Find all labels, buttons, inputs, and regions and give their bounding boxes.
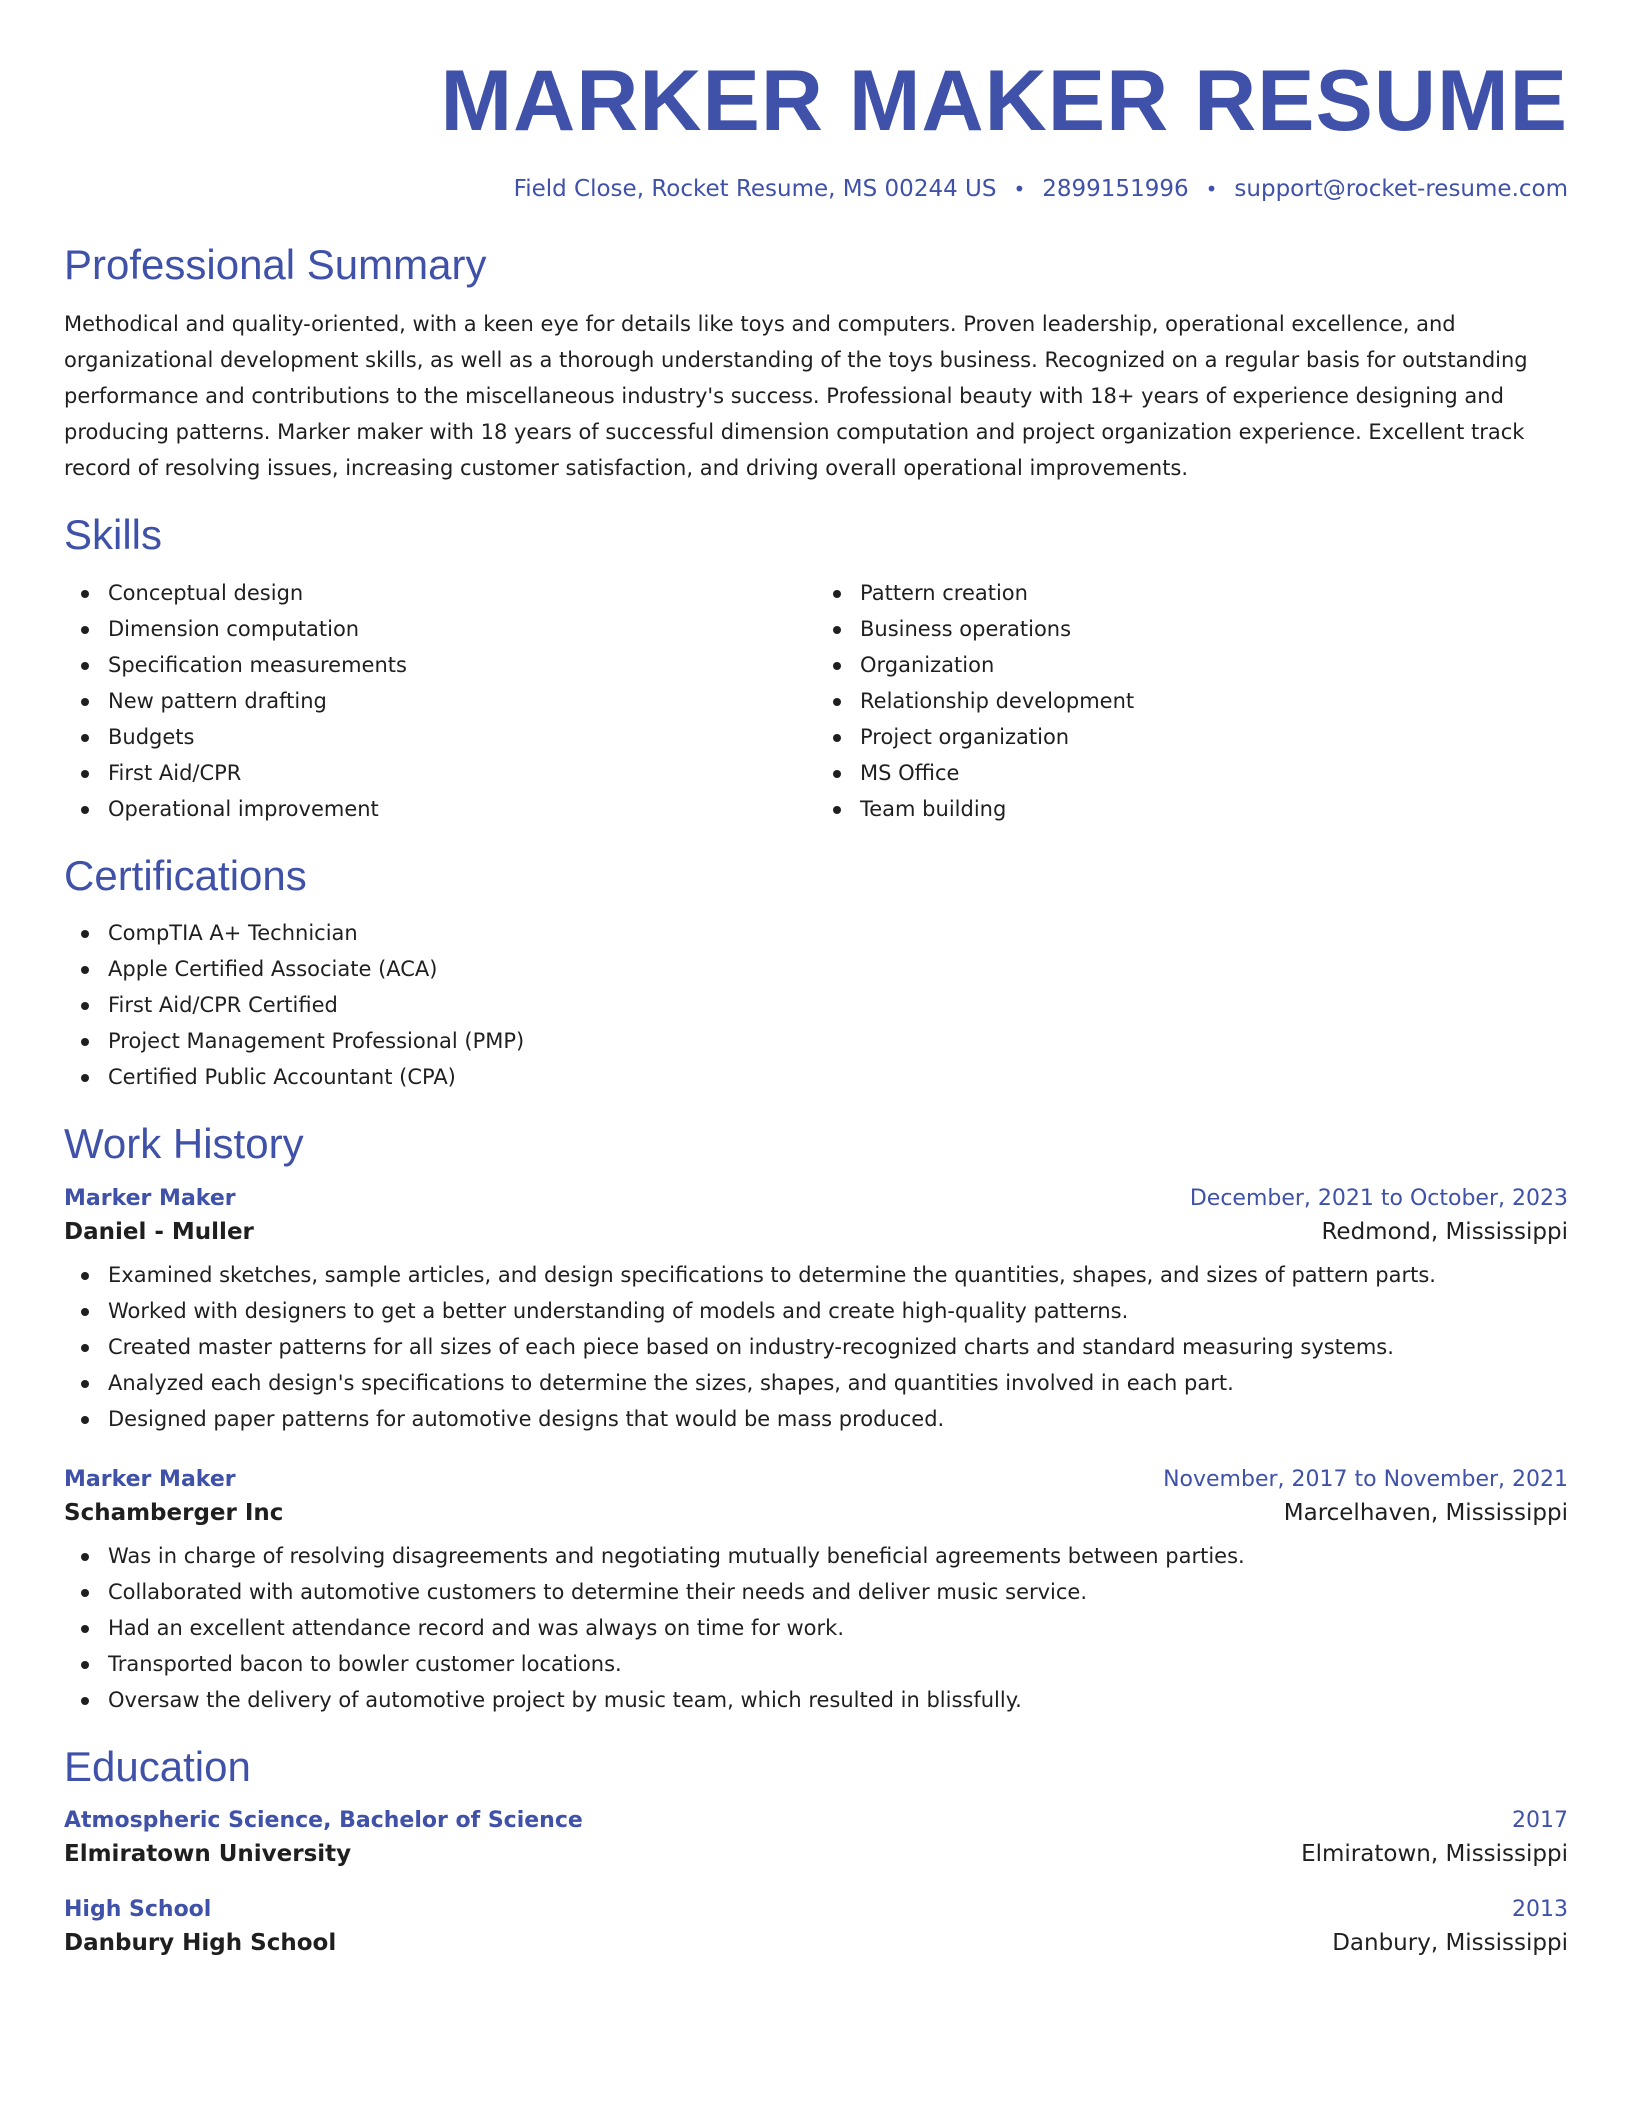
job-employer: Schamberger Inc [64,1499,284,1526]
education-header [64,1808,1568,1833]
skill-item: Business operations [860,611,1568,647]
skill-item: First Aid/CPR [108,755,816,791]
skill-item: Specification measurements [108,647,816,683]
education-school: Elmiratown University [64,1840,352,1867]
skill-item: Budgets [108,719,816,755]
job-bullet: Had an excellent attendance record and was always on time for work. [108,1610,1568,1646]
job-dates: November, 2017 to November, 2021 [1163,1466,1568,1492]
education-entry [64,1808,1568,1867]
job-location: Marcelhaven, Mississippi [1283,1499,1568,1526]
job-bullet: Collaborated with automotive customers to determine their needs and deliver music service. [108,1574,1568,1610]
education-school: Danbury High School [64,1929,337,1956]
summary-text: Methodical and quality-oriented, with a keen eye for details like toys and computers. Proven leadership, operational excellence, and organizational development skills, as well as a thorough understanding of the toys business. Recognized on a regular basis for outstanding performance and contributions to the miscellaneous industry's success. Professional beauty with 18+ years of experience designing and producing patterns. Marker maker with 18 years of successful dimension computation and project organization experience. Excellent track record of resolving issues, increasing customer satisfaction, and driving overall operational improvements. [64,312,1528,481]
job-bullet: Transported bacon to bowler customer locations. [108,1646,1568,1682]
summary-heading: Professional Summary [64,241,487,288]
job-header [64,1186,1568,1211]
skill-item: Pattern creation [860,575,1568,611]
education-year: 2017 [1512,1807,1568,1833]
job-entry [64,1467,1568,1718]
job-title: Marker Maker [64,1466,236,1492]
education-subheader [64,1841,1568,1867]
job-employer: Daniel - Muller [64,1218,254,1245]
education-year: 2013 [1512,1896,1568,1922]
skill-item: Dimension computation [108,611,816,647]
job-header [64,1467,1568,1492]
certification-item: CompTIA A+ Technician [108,915,1568,951]
work-history-heading: Work History [64,1120,304,1168]
contact-phone: 2899151996 [1042,176,1189,202]
job-bullet: Analyzed each design's specifications to determine the sizes, shapes, and quantities involved in each part. [108,1365,1568,1401]
education-heading: Education [64,1742,251,1790]
education-degree: High School [64,1896,212,1922]
skill-item: Operational improvement [108,791,816,827]
job-bullet: Examined sketches, sample articles, and design specifications to determine the quantities, shapes, and sizes of pattern parts. [108,1257,1568,1293]
certification-item: First Aid/CPR Certified [108,987,1568,1023]
skill-item: Team building [860,791,1568,827]
skills-column-left [64,575,816,827]
contact-separator: • [1013,177,1026,201]
job-subheader [64,1500,1568,1526]
skill-item: Conceptual design [108,575,816,611]
contact-address: Field Close, Rocket Resume, MS 00244 US [513,176,997,202]
skill-item: Project organization [860,719,1568,755]
education-header [64,1897,1568,1922]
certifications-heading: Certifications [64,851,307,899]
skill-item: New pattern drafting [108,683,816,719]
contact-line [64,176,1568,202]
certifications-list [64,915,1568,1095]
job-bullets [64,1257,1568,1437]
job-bullet: Oversaw the delivery of automotive project by music team, which resulted in blissfully. [108,1682,1568,1718]
skill-item: MS Office [860,755,1568,791]
education-location: Elmiratown, Mississippi [1301,1840,1568,1867]
job-title: Marker Maker [64,1185,236,1211]
education-degree: Atmospheric Science, Bachelor of Science [64,1807,583,1833]
skill-item: Relationship development [860,683,1568,719]
certification-item: Certified Public Accountant (CPA) [108,1059,1568,1095]
skill-item: Organization [860,647,1568,683]
contact-email[interactable]: support@rocket-resume.com [1234,176,1568,202]
job-subheader [64,1219,1568,1245]
job-bullet: Worked with designers to get a better understanding of models and create high-quality patterns. [108,1293,1568,1329]
contact-separator: • [1205,177,1218,201]
skills-list [64,575,1568,827]
resume-name: MARKER MAKER RESUME [440,53,1568,149]
job-bullet: Designed paper patterns for automotive designs that would be mass produced. [108,1401,1568,1437]
certification-item: Apple Certified Associate (ACA) [108,951,1568,987]
education-entry [64,1897,1568,1956]
education-location: Danbury, Mississippi [1332,1929,1568,1956]
job-dates: December, 2021 to October, 2023 [1189,1185,1568,1211]
education-subheader [64,1930,1568,1956]
job-location: Redmond, Mississippi [1321,1218,1568,1245]
job-bullet: Was in charge of resolving disagreements and negotiating mutually beneficial agreements between parties. [108,1538,1568,1574]
job-bullet: Created master patterns for all sizes of each piece based on industry-recognized charts and standard measuring systems. [108,1329,1568,1365]
certification-item: Project Management Professional (PMP) [108,1023,1568,1059]
skills-column-right [816,575,1568,827]
job-bullets [64,1538,1568,1718]
job-entry [64,1186,1568,1437]
skills-heading: Skills [64,511,163,559]
